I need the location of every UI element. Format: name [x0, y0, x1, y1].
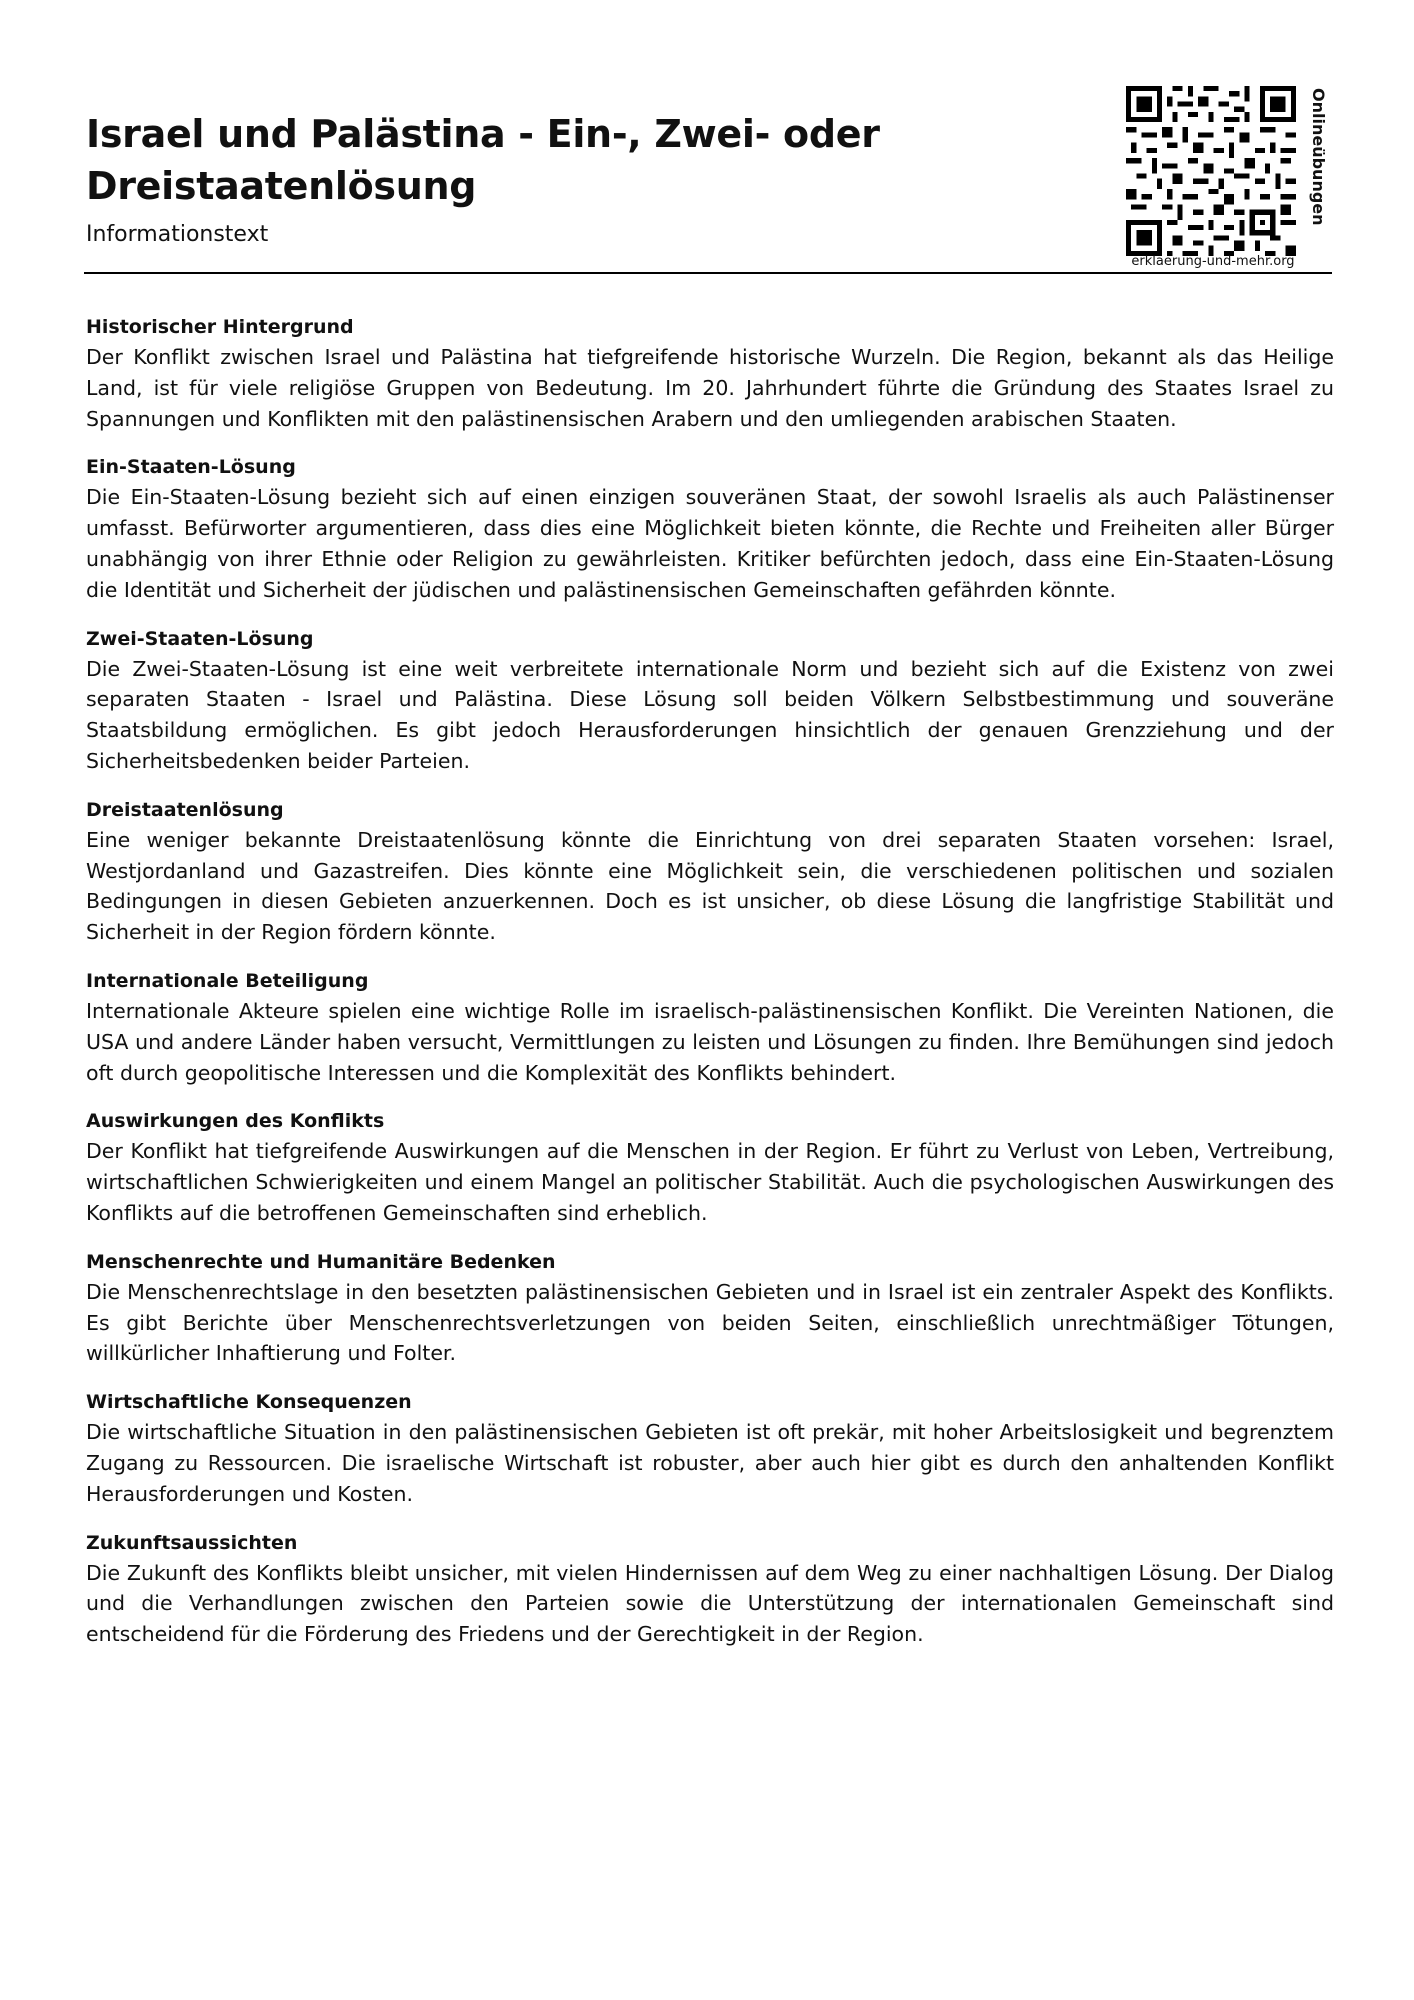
section-heading: Zukunftsaussichten [86, 1531, 298, 1554]
section-heading: Menschenrechte und Humanitäre Bedenken [86, 1250, 556, 1273]
section-text: Die wirtschaftliche Situation in den palästinensischen Gebieten ist oft prekär, mit hoher Arbeitslosigkeit und begrenztem Zugang zu Ressourcen. Die israelische Wirtschaft ist robuster, aber auch hier gibt es durch den anhaltenden Konflikt Herausforderungen und Kosten. [86, 1420, 1334, 1506]
section-heading: Dreistaatenlösung [86, 798, 284, 821]
page-subtitle: Informationstext [86, 222, 269, 247]
section-text: Der Konflikt hat tiefgreifende Auswirkungen auf die Menschen in der Region. Er führt zu Verlust von Leben, Vertreibung, wirtschaftlichen Schwierigkeiten und einem Mangel an politischer Stabilität. Auch die psychologischen Auswirkungen des Konflikts auf die betroffenen Gemeinschaften sind erheblich. [86, 1139, 1334, 1225]
section-heading: Auswirkungen des Konflikts [86, 1110, 385, 1133]
section-one-state-solution [86, 452, 1334, 605]
section-text: Eine weniger bekannte Dreistaatenlösung könnte die Einrichtung von drei separaten Staaten vorsehen: Israel, Westjordanland und Gazastreifen. Dies könnte eine Möglichkeit sein, die verschiedenen politischen und sozialen Bedingungen in diesen Gebieten anzuerkennen. Doch es ist unsicher, ob diese Lösung die langfristige Stabilität und Sicherheit in der Region fördern könnte. [86, 827, 1334, 945]
section-economic-consequences [86, 1387, 1334, 1509]
section-text: Der Konflikt zwischen Israel und Palästina hat tiefgreifende historische Wurzeln. Die Region, bekannt als das Heilige Land, ist für viele religiöse Gruppen von Bedeutung. Im 20. Jahrhundert führte die Gründung des Staates Israel zu Spannungen und Konflikten mit den palästinensischen Arabern und den umliegenden arabischen Staaten. [86, 345, 1334, 431]
qr-code-area[interactable] [1118, 82, 1328, 272]
header-divider [84, 272, 1332, 274]
section-three-state-solution [86, 795, 1334, 948]
qr-code-icon[interactable] [1126, 86, 1296, 256]
section-historical-background [86, 312, 1334, 434]
qr-url-caption[interactable]: erklaerung-und-mehr.org [1131, 254, 1295, 269]
section-international-involvement [86, 966, 1334, 1088]
section-heading: Historischer Hintergrund [86, 316, 354, 338]
section-text: Die Zwei-Staaten-Lösung ist eine weit verbreitete internationale Norm und bezieht sich auf die Existenz von zwei separaten Staaten - Israel und Palästina. Diese Lösung soll beiden Völkern Selbstbestimmung und souveräne Staatsbildung ermöglichen. Es gibt jedoch Herausforderungen hinsichtlich der genauen Grenzziehung und der Sicherheitsbedenken beider Parteien. [86, 656, 1334, 773]
section-text: Die Ein-Staaten-Lösung bezieht sich auf einen einzigen souveränen Staat, der sowohl Israelis als auch Palästinenser umfasst. Befürworter argumentieren, dass dies eine Möglichkeit bieten könnte, die Rechte und Freiheiten aller Bürger unabhängig von ihrer Ethnie oder Religion zu gewährleisten. Kritiker befürchten jedoch, dass eine Ein-Staaten-Lösung die Identität und Sicherheit der jüdischen und palästinensischen Gemeinschaften gefährden könnte. [86, 485, 1334, 602]
section-future-prospects [86, 1528, 1334, 1650]
online-exercises-label: Onlineübungen [1309, 88, 1328, 226]
section-two-state-solution [86, 624, 1334, 777]
section-heading: Ein-Staaten-Lösung [86, 456, 296, 479]
section-text: Internationale Akteure spielen eine wichtige Rolle im israelisch-palästinensischen Konflikt. Die Vereinten Nationen, die USA und andere Länder haben versucht, Vermittlungen zu leisten und Lösungen zu finden. Ihre Bemühungen sind jedoch oft durch geopolitische Interessen und die Komplexität des Konflikts behindert. [86, 998, 1334, 1085]
page-title: Israel und Palästina - Ein-, Zwei- oder Dreistaatenlösung [86, 112, 880, 208]
section-text: Die Zukunft des Konflikts bleibt unsicher, mit vielen Hindernissen auf dem Weg zu einer nachhaltigen Lösung. Der Dialog und die Verhandlungen zwischen den Parteien sowie die Unterstützung der internationalen Gemeinschaft sind entscheidend für die Förderung des Friedens und der Gerechtigkeit in der Region. [86, 1560, 1334, 1647]
section-heading: Internationale Beteiligung [86, 969, 369, 992]
section-text: Die Menschenrechtslage in den besetzten palästinensischen Gebieten und in Israel ist ein zentraler Aspekt des Konflikts. Es gibt Berichte über Menschenrechtsverletzungen von beiden Seiten, einschließlich unrechtmäßiger Tötungen, willkürlicher Inhaftierung und Folter. [86, 1279, 1334, 1366]
section-heading: Wirtschaftliche Konsequenzen [86, 1391, 412, 1414]
section-human-rights [86, 1247, 1334, 1369]
section-heading: Zwei-Staaten-Lösung [86, 627, 314, 650]
document-body [86, 312, 1334, 1668]
document-header [86, 108, 1066, 250]
section-conflict-effects [86, 1106, 1334, 1228]
